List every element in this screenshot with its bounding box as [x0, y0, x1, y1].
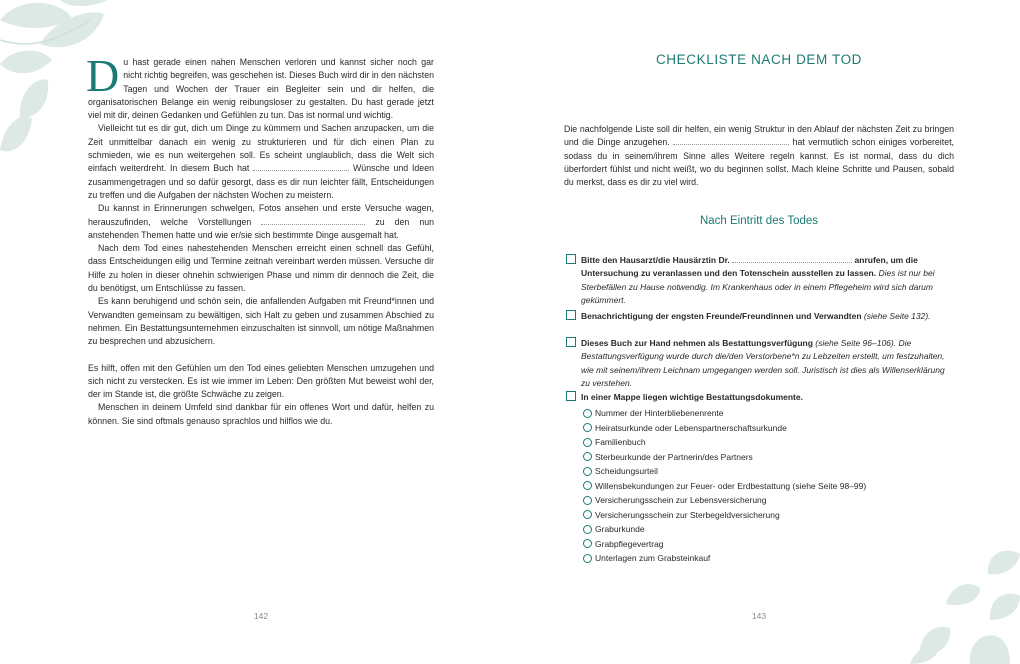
- list-item: Scheidungsurteil: [583, 464, 953, 479]
- page-number-left: 142: [253, 611, 269, 621]
- radio-circle[interactable]: [583, 554, 592, 563]
- page-title: CHECKLISTE NACH DEM TOD: [655, 52, 863, 67]
- section-heading: Nach Eintritt des Todes: [699, 215, 819, 227]
- list-item: Unterlagen zum Grabsteinkauf: [583, 551, 953, 566]
- page-number-right: 143: [751, 611, 767, 621]
- radio-circle[interactable]: [583, 452, 592, 461]
- radio-circle[interactable]: [583, 525, 592, 534]
- radio-circle[interactable]: [583, 423, 592, 432]
- radio-circle[interactable]: [583, 539, 592, 548]
- checklist-item-3: Dieses Buch zur Hand nehmen als Bestattungsverfügung (siehe Seite 96–106). Die Bestattungsverfügung wurde durch die/den Verstorbene*n zu Lebzeiten erstellt, um festzuhalten, wie mit seinem/ihrem Leichnam umgegangen werden soll. Juristisch ist dies als Willenserklärung zu verstehen.: [566, 337, 954, 390]
- left-body-text: [86, 50, 434, 428]
- list-item: Heiratsurkunde oder Lebenspartnerschaftsurkunde: [583, 421, 953, 436]
- list-item: Graburkunde: [583, 522, 953, 537]
- paragraph-6: Es hilft, offen mit den Gefühlen um den Tod eines geliebten Menschen umzugehen und sich nicht zu verstecken. Es ist wie immer im Leben: Den größten Mut beweist wohl der, der im Stande ist, die größte Schwäche zu zeigen.: [88, 362, 434, 400]
- radio-circle[interactable]: [583, 481, 592, 490]
- radio-circle[interactable]: [583, 409, 592, 418]
- fill-in-blank[interactable]: [673, 136, 789, 145]
- list-item: Versicherungsschein zur Sterbegeldversicherung: [583, 508, 953, 523]
- paragraph-2: Vielleicht tut es dir gut, dich um Dinge zu kümmern und Sachen anzupacken, um die Zeit unmittelbar danach ein wenig zu strukturieren und für dich einen Plan zu schmieden, wie es nun weitergehen soll. Es scheint unglaublich, dass die Welt sich einfach weiterdreht. In diesem Buch hat Wünsche und Ideen zusammengetragen und so dafür gesorgt, dass es dir nun leichter fällt, Entscheidungen zu treffen und die Aufgaben der nächsten Wochen zu meistern.: [88, 123, 434, 200]
- drop-cap: D: [86, 50, 120, 101]
- list-item: Willensbekundungen zur Feuer- oder Erdbestattung (siehe Seite 98–99): [583, 479, 953, 494]
- paragraph-1: Du hast gerade einen nahen Menschen verloren und kannst sicher noch gar nicht richtig begreifen, was geschehen ist. Dieses Buch wird dir in den nächsten Tagen und Wochen der Trauer ein Begleiter sein und dir helfen, die organisatorischen Belange ein wenig reibungsloser zu gestalten. Du hast gerade jetzt viel mit dir, deinen Gedanken und Gefühlen zu tun. Das ist normal und wichtig.: [86, 50, 434, 121]
- documents-list: [583, 406, 953, 566]
- checklist-item-4: In einer Mappe liegen wichtige Bestattungsdokumente.: [566, 391, 954, 404]
- checkbox[interactable]: [566, 310, 576, 320]
- list-item: Familienbuch: [583, 435, 953, 450]
- list-item: Sterbeurkunde der Partnerin/des Partners: [583, 450, 953, 465]
- list-item: Versicherungsschein zur Lebensversicherung: [583, 493, 953, 508]
- radio-circle[interactable]: [583, 438, 592, 447]
- checkbox[interactable]: [566, 254, 576, 264]
- fill-in-blank[interactable]: [253, 162, 349, 171]
- checkbox[interactable]: [566, 391, 576, 401]
- paragraph-4: Nach dem Tod eines nahestehenden Menschen erreicht einen schnell das Gefühl, dass Entscheidungen eilig und Termine zeitnah vereinbart werden müssen. Versuche dir Hilfe zu holen in dieser ohnehin schwierigen Phase und nimm dir dennoch die Zeit, die du benötigst, um Entschlüsse zu fassen.: [88, 243, 434, 294]
- radio-circle[interactable]: [583, 510, 592, 519]
- radio-circle[interactable]: [583, 467, 592, 476]
- paragraph-3: Du kannst in Erinnerungen schwelgen, Fotos ansehen und erste Versuche wagen, herauszufinden, welche Vorstellungen zu den nun anstehenden Themen hatte und wie er/sie sich bestimmte Dinge ausgemalt hat.: [88, 203, 434, 240]
- checkbox[interactable]: [566, 337, 576, 347]
- list-item: Nummer der Hinterbliebenenrente: [583, 406, 953, 421]
- checklist-item-2: Benachrichtigung der engsten Freunde/Freundinnen und Verwandten (siehe Seite 132).: [566, 310, 954, 323]
- checklist-item-1: Bitte den Hausarzt/die Hausärztin Dr. anrufen, um die Untersuchung zu veranlassen und den Totenschein ausstellen zu lassen. Dies ist nur bei Sterbefällen zu Hause notwendig. Im Krankenhaus oder in einem Pflegeheim wird sich darum gekümmert.: [566, 254, 954, 307]
- radio-circle[interactable]: [583, 496, 592, 505]
- paragraph-5: Es kann beruhigend und schön sein, die anfallenden Aufgaben mit Freund*innen und Verwandten gemeinsam zu bewältigen, sich Halt zu geben und zusammen Abschied zu nehmen. Ein Bestattungsunternehmen einzuschalten ist sinnvoll, um nötige Maßnahmen zu besprechen und abzusichern.: [88, 296, 434, 347]
- paragraph-7: Menschen in deinem Umfeld sind dankbar für ein offenes Wort und dafür, helfen zu können. Sie sind oftmals genauso sprachlos und hilflos wie du.: [88, 402, 434, 426]
- fill-in-blank[interactable]: [732, 254, 852, 263]
- fill-in-blank[interactable]: [261, 216, 365, 225]
- list-item: Grabpflegevertrag: [583, 537, 953, 552]
- intro-text: Die nachfolgende Liste soll dir helfen, ein wenig Struktur in den Ablauf der nächsten Zeit zu bringen und die Dinge anzugehen. hat vermutlich schon einiges vorbereitet, sodass du in seinem/ihrem Sinne alles Weitere regeln kannst. Es ist normal, dass du dich überfordert fühlst und nicht weißt, wo du beginnen sollst. Mach kleine Schritte und Pausen, sobald du merkst, dass es dir zu viel wird.: [564, 124, 954, 188]
